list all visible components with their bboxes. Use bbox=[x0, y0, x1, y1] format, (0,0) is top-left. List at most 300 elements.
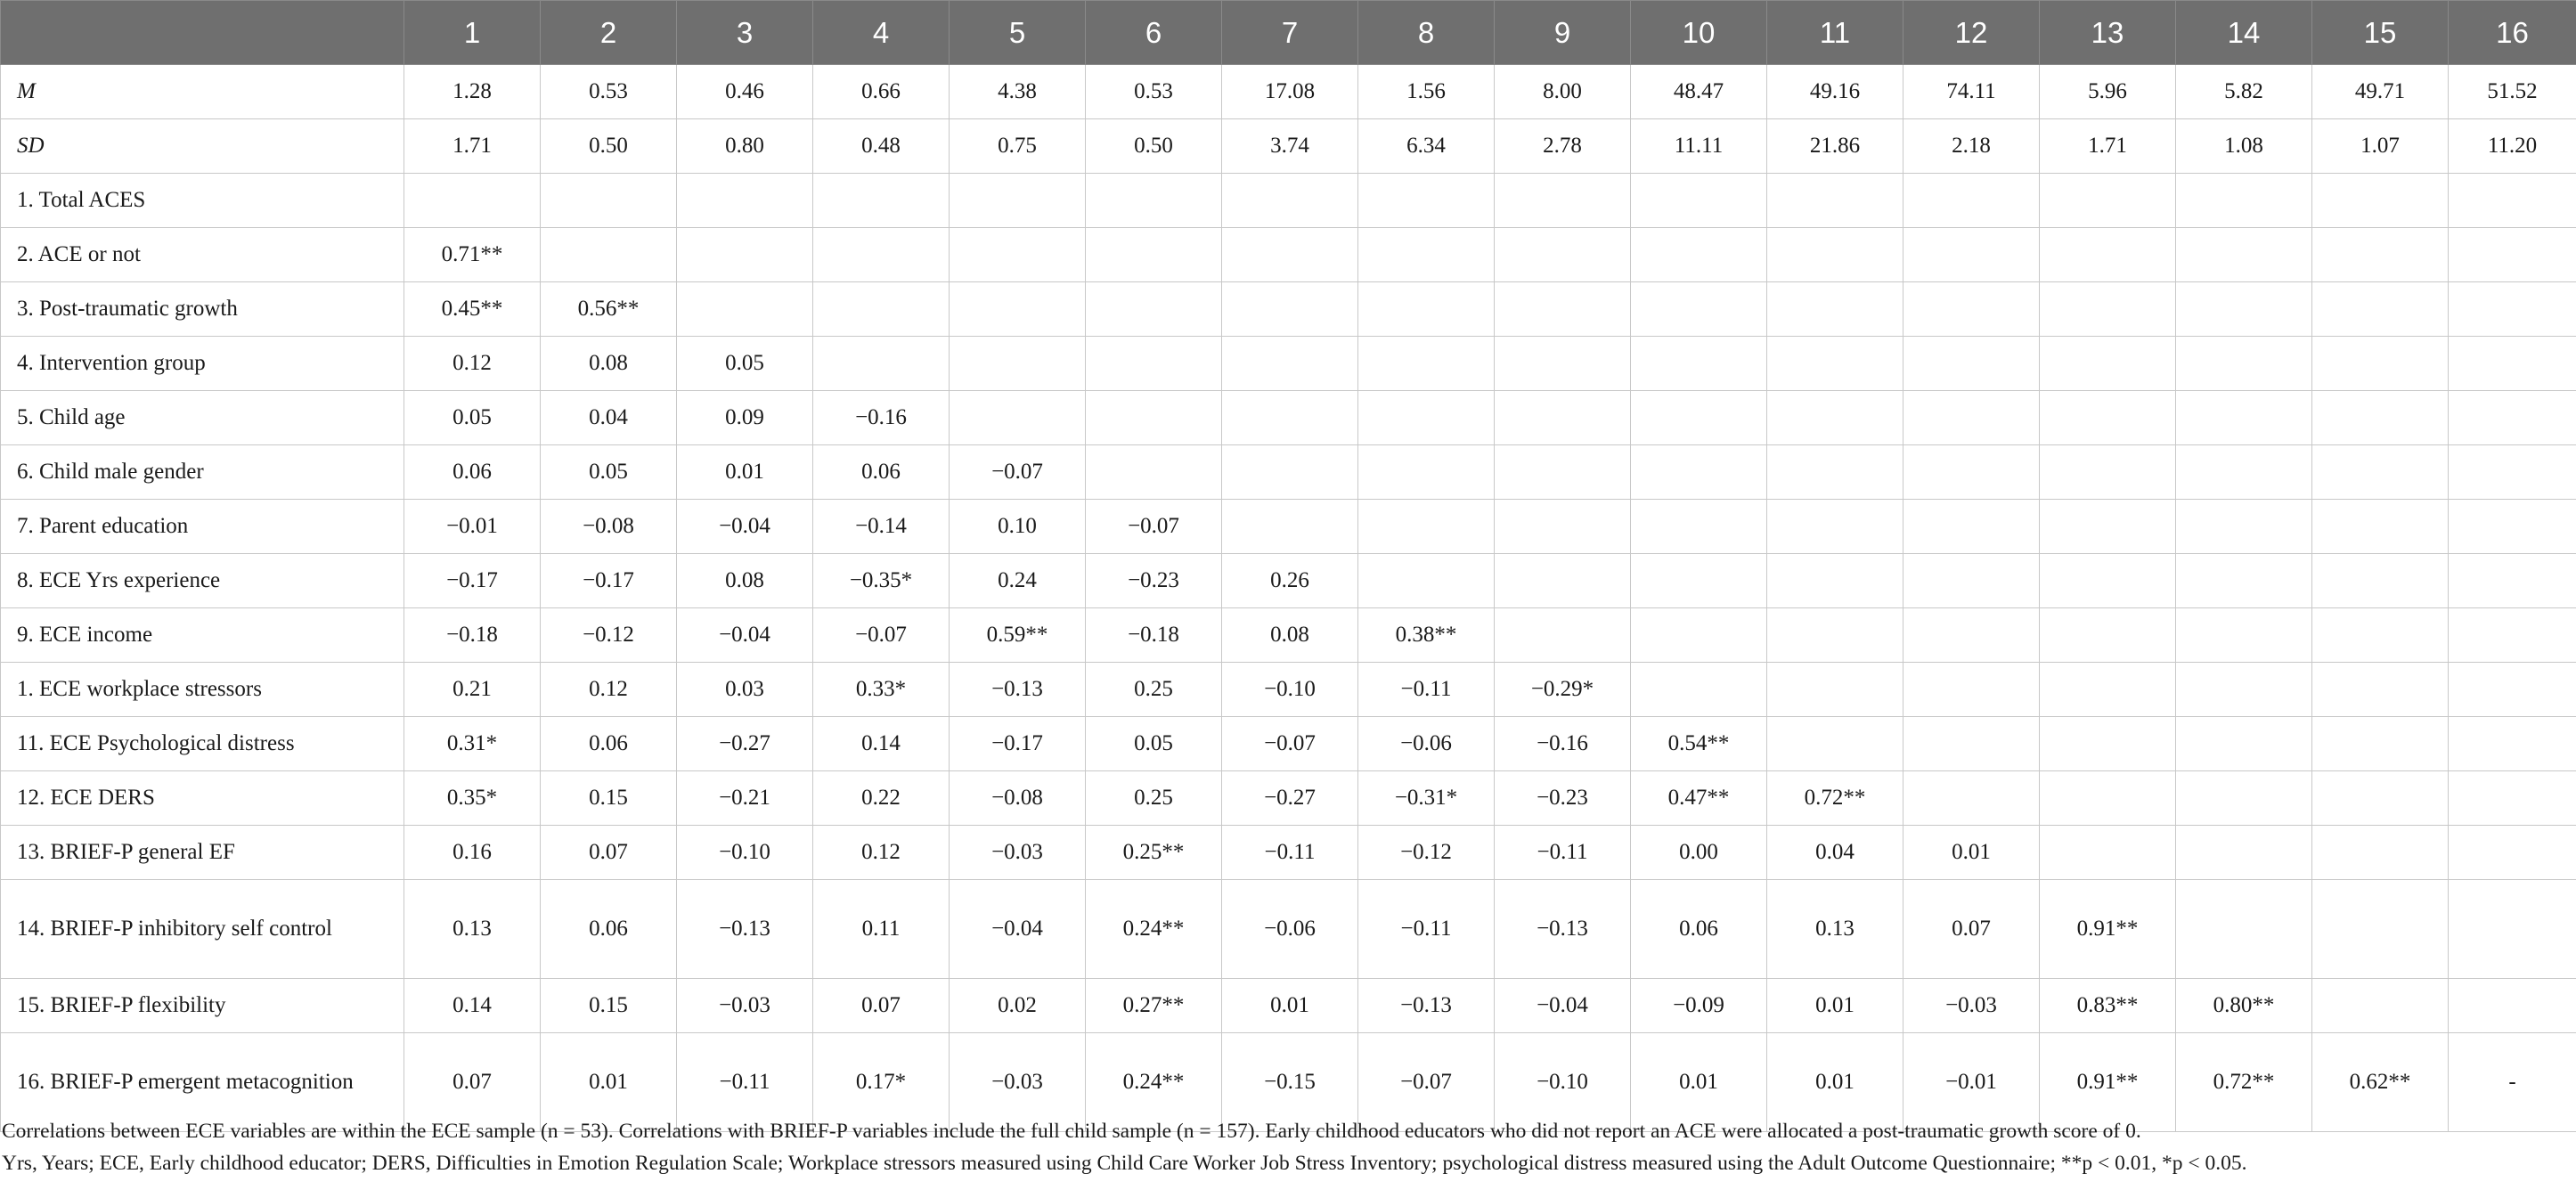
table-cell: 0.00 bbox=[1631, 826, 1767, 880]
table-cell: −0.16 bbox=[1495, 717, 1631, 771]
table-cell: 0.01 bbox=[541, 1033, 677, 1132]
table-cell: 6.34 bbox=[1358, 119, 1495, 174]
table-cell bbox=[1495, 608, 1631, 663]
table-cell bbox=[1903, 391, 2040, 445]
column-header: 5 bbox=[950, 1, 1086, 65]
table-cell: 0.22 bbox=[813, 771, 950, 826]
table-cell: −0.07 bbox=[1358, 1033, 1495, 1132]
table-cell: 2.78 bbox=[1495, 119, 1631, 174]
table-row bbox=[1, 228, 2576, 282]
column-header: 13 bbox=[2040, 1, 2176, 65]
table-cell bbox=[1222, 500, 1358, 554]
table-cell bbox=[2040, 717, 2176, 771]
table-cell: 0.53 bbox=[1086, 65, 1222, 119]
table-cell: −0.03 bbox=[1903, 979, 2040, 1033]
row-label: 9. ECE income bbox=[1, 608, 404, 663]
table-cell: - bbox=[2449, 1033, 2576, 1132]
row-label: M bbox=[1, 65, 404, 119]
table-cell bbox=[1086, 174, 1222, 228]
table-cell: −0.07 bbox=[950, 445, 1086, 500]
table-cell: −0.04 bbox=[950, 880, 1086, 979]
table-cell bbox=[1631, 608, 1767, 663]
row-label: 6. Child male gender bbox=[1, 445, 404, 500]
table-cell bbox=[2312, 337, 2449, 391]
table-cell: −0.04 bbox=[1495, 979, 1631, 1033]
table-row bbox=[1, 119, 2576, 174]
table-cell: 1.28 bbox=[404, 65, 541, 119]
table-cell: 0.21 bbox=[404, 663, 541, 717]
table-row bbox=[1, 771, 2576, 826]
table-cell bbox=[2449, 979, 2576, 1033]
footnote-line-2: Yrs, Years; ECE, Early childhood educator; DERS, Difficulties in Emotion Regulation Scale; Workplace stressors measured using Child Care Worker Job Stress Inventory; psychological distress measured using the Adult Outcome Questionnaire; **p < 0.01, *p < 0.05. bbox=[2, 1152, 2247, 1175]
table-cell bbox=[2449, 445, 2576, 500]
table-cell: 48.47 bbox=[1631, 65, 1767, 119]
table-cell bbox=[2176, 880, 2312, 979]
table-cell bbox=[2312, 500, 2449, 554]
table-cell bbox=[2312, 608, 2449, 663]
table-cell: 0.33* bbox=[813, 663, 950, 717]
table-cell: 0.01 bbox=[677, 445, 813, 500]
column-header: 9 bbox=[1495, 1, 1631, 65]
table-cell: −0.16 bbox=[813, 391, 950, 445]
table-cell bbox=[1495, 391, 1631, 445]
header-row bbox=[1, 1, 2576, 65]
table-cell: −0.10 bbox=[677, 826, 813, 880]
row-label: SD bbox=[1, 119, 404, 174]
table-cell bbox=[1358, 282, 1495, 337]
table-cell: 0.50 bbox=[541, 119, 677, 174]
table-cell: 0.12 bbox=[404, 337, 541, 391]
table-cell bbox=[1767, 174, 1903, 228]
table-cell bbox=[1903, 663, 2040, 717]
table-cell bbox=[1222, 174, 1358, 228]
table-cell bbox=[1767, 445, 1903, 500]
table-cell: −0.23 bbox=[1086, 554, 1222, 608]
table-cell: −0.07 bbox=[1222, 717, 1358, 771]
table-cell bbox=[1903, 445, 2040, 500]
table-cell bbox=[2312, 174, 2449, 228]
table-cell: 0.06 bbox=[541, 880, 677, 979]
table-cell: 21.86 bbox=[1767, 119, 1903, 174]
column-header: 10 bbox=[1631, 1, 1767, 65]
row-label: 1. Total ACES bbox=[1, 174, 404, 228]
table-cell: 0.15 bbox=[541, 771, 677, 826]
table-cell: 0.24** bbox=[1086, 880, 1222, 979]
table-cell bbox=[1358, 337, 1495, 391]
table-cell: −0.04 bbox=[677, 500, 813, 554]
table-cell bbox=[2176, 337, 2312, 391]
table-cell: 0.15 bbox=[541, 979, 677, 1033]
table-cell: 1.71 bbox=[404, 119, 541, 174]
table-cell bbox=[2449, 391, 2576, 445]
table-cell bbox=[1903, 717, 2040, 771]
table-cell: 0.09 bbox=[677, 391, 813, 445]
table-cell: 4.38 bbox=[950, 65, 1086, 119]
table-cell bbox=[2312, 391, 2449, 445]
table-cell bbox=[1631, 554, 1767, 608]
table-cell bbox=[1086, 282, 1222, 337]
table-cell bbox=[2312, 771, 2449, 826]
table-cell bbox=[1767, 663, 1903, 717]
table-cell: −0.04 bbox=[677, 608, 813, 663]
table-cell: −0.11 bbox=[1495, 826, 1631, 880]
table-cell: 1.07 bbox=[2312, 119, 2449, 174]
table-cell: 0.06 bbox=[541, 717, 677, 771]
table-cell bbox=[2176, 826, 2312, 880]
table-cell bbox=[950, 337, 1086, 391]
table-cell bbox=[2176, 228, 2312, 282]
table-cell: −0.11 bbox=[1222, 826, 1358, 880]
table-cell bbox=[2312, 554, 2449, 608]
row-label: 11. ECE Psychological distress bbox=[1, 717, 404, 771]
table-cell bbox=[2176, 500, 2312, 554]
table-cell: −0.17 bbox=[541, 554, 677, 608]
table-cell bbox=[2176, 771, 2312, 826]
table-cell bbox=[541, 228, 677, 282]
table-cell bbox=[1767, 717, 1903, 771]
table-cell bbox=[2449, 174, 2576, 228]
table-row bbox=[1, 979, 2576, 1033]
table-cell bbox=[1086, 445, 1222, 500]
table-cell: 0.72** bbox=[1767, 771, 1903, 826]
table-cell bbox=[2176, 391, 2312, 445]
table-cell: 0.38** bbox=[1358, 608, 1495, 663]
table-cell: 0.47** bbox=[1631, 771, 1767, 826]
table-cell bbox=[2449, 608, 2576, 663]
table-body bbox=[1, 65, 2576, 1132]
table-cell: 0.25 bbox=[1086, 771, 1222, 826]
row-label: 2. ACE or not bbox=[1, 228, 404, 282]
table-cell bbox=[2312, 282, 2449, 337]
table-cell bbox=[2312, 445, 2449, 500]
table-cell bbox=[677, 228, 813, 282]
table-cell: 0.07 bbox=[1903, 880, 2040, 979]
table-cell bbox=[2176, 717, 2312, 771]
table-cell bbox=[2449, 880, 2576, 979]
table-cell bbox=[1631, 500, 1767, 554]
table-cell: −0.09 bbox=[1631, 979, 1767, 1033]
table-cell: 0.06 bbox=[1631, 880, 1767, 979]
table-cell bbox=[2040, 826, 2176, 880]
table-cell bbox=[2176, 663, 2312, 717]
table-cell bbox=[1631, 391, 1767, 445]
table-cell: 2.18 bbox=[1903, 119, 2040, 174]
table-header bbox=[1, 1, 2576, 65]
table-cell: 0.01 bbox=[1767, 1033, 1903, 1132]
table-cell: 0.27** bbox=[1086, 979, 1222, 1033]
table-cell: −0.11 bbox=[677, 1033, 813, 1132]
table-cell bbox=[813, 337, 950, 391]
table-cell: 0.24 bbox=[950, 554, 1086, 608]
column-header: 16 bbox=[2449, 1, 2576, 65]
table-cell: 0.56** bbox=[541, 282, 677, 337]
table-cell: 0.04 bbox=[1767, 826, 1903, 880]
table-cell: 0.01 bbox=[1631, 1033, 1767, 1132]
table-cell: 0.26 bbox=[1222, 554, 1358, 608]
table-cell bbox=[813, 174, 950, 228]
table-footnotes bbox=[0, 1115, 2247, 1179]
table-cell: 0.91** bbox=[2040, 880, 2176, 979]
table-cell: 3.74 bbox=[1222, 119, 1358, 174]
table-cell bbox=[1358, 391, 1495, 445]
table-cell: −0.12 bbox=[1358, 826, 1495, 880]
footnote-line-1: Correlations between ECE variables are within the ECE sample (n = 53). Correlations with BRIEF-P variables include the full child sample (n = 157). Early childhood educators who did not report an ACE were allocated a post-traumatic growth score of 0. bbox=[2, 1120, 2141, 1143]
table-cell bbox=[950, 391, 1086, 445]
table-cell bbox=[1222, 391, 1358, 445]
table-cell: 0.08 bbox=[541, 337, 677, 391]
table-cell bbox=[1631, 282, 1767, 337]
table-cell: −0.10 bbox=[1495, 1033, 1631, 1132]
table-cell bbox=[2449, 500, 2576, 554]
table-cell: −0.17 bbox=[950, 717, 1086, 771]
table-cell bbox=[2040, 608, 2176, 663]
table-cell: 0.13 bbox=[404, 880, 541, 979]
table-cell: −0.17 bbox=[404, 554, 541, 608]
table-cell bbox=[1767, 391, 1903, 445]
table-cell bbox=[2040, 771, 2176, 826]
table-cell bbox=[1495, 228, 1631, 282]
table-cell bbox=[950, 228, 1086, 282]
column-header: 12 bbox=[1903, 1, 2040, 65]
table-cell bbox=[1495, 282, 1631, 337]
table-cell: 0.46 bbox=[677, 65, 813, 119]
table-cell: 0.35* bbox=[404, 771, 541, 826]
table-cell bbox=[1767, 554, 1903, 608]
table-cell: −0.01 bbox=[1903, 1033, 2040, 1132]
table-cell: 0.07 bbox=[404, 1033, 541, 1132]
table-cell: 0.71** bbox=[404, 228, 541, 282]
table-cell bbox=[2040, 282, 2176, 337]
table-cell: −0.06 bbox=[1222, 880, 1358, 979]
table-cell: 0.11 bbox=[813, 880, 950, 979]
table-cell: 0.45** bbox=[404, 282, 541, 337]
table-cell: 5.82 bbox=[2176, 65, 2312, 119]
table-cell bbox=[1495, 554, 1631, 608]
table-cell bbox=[1086, 337, 1222, 391]
table-cell bbox=[1358, 554, 1495, 608]
table-cell bbox=[2040, 554, 2176, 608]
table-cell: −0.35* bbox=[813, 554, 950, 608]
table-cell: 1.08 bbox=[2176, 119, 2312, 174]
table-cell: −0.07 bbox=[1086, 500, 1222, 554]
table-cell bbox=[1767, 228, 1903, 282]
row-label: 12. ECE DERS bbox=[1, 771, 404, 826]
column-header: 15 bbox=[2312, 1, 2449, 65]
table-cell bbox=[1903, 771, 2040, 826]
table-cell: 51.52 bbox=[2449, 65, 2576, 119]
table-cell bbox=[1358, 500, 1495, 554]
table-cell bbox=[2449, 337, 2576, 391]
table-cell: 0.08 bbox=[677, 554, 813, 608]
column-header: 1 bbox=[404, 1, 541, 65]
table-cell: −0.06 bbox=[1358, 717, 1495, 771]
header-corner-cell bbox=[1, 1, 404, 65]
table-cell bbox=[1903, 228, 2040, 282]
table-cell bbox=[950, 282, 1086, 337]
table-cell bbox=[1222, 282, 1358, 337]
table-cell bbox=[950, 174, 1086, 228]
table-cell bbox=[1631, 445, 1767, 500]
table-cell bbox=[2040, 174, 2176, 228]
table-cell: 49.71 bbox=[2312, 65, 2449, 119]
table-cell: 17.08 bbox=[1222, 65, 1358, 119]
table-cell: 11.11 bbox=[1631, 119, 1767, 174]
table-cell: 0.05 bbox=[1086, 717, 1222, 771]
table-cell: 0.10 bbox=[950, 500, 1086, 554]
table-row bbox=[1, 174, 2576, 228]
table-cell bbox=[1631, 663, 1767, 717]
table-cell: 0.91** bbox=[2040, 1033, 2176, 1132]
table-cell: 0.53 bbox=[541, 65, 677, 119]
table-cell: 0.03 bbox=[677, 663, 813, 717]
row-label: 13. BRIEF-P general EF bbox=[1, 826, 404, 880]
table-row bbox=[1, 880, 2576, 979]
table-row bbox=[1, 337, 2576, 391]
table-cell bbox=[2312, 979, 2449, 1033]
table-cell bbox=[813, 228, 950, 282]
table-cell: 0.12 bbox=[813, 826, 950, 880]
table-cell: −0.01 bbox=[404, 500, 541, 554]
table-cell: −0.21 bbox=[677, 771, 813, 826]
column-header: 7 bbox=[1222, 1, 1358, 65]
table-cell bbox=[2449, 663, 2576, 717]
table-cell: −0.03 bbox=[950, 826, 1086, 880]
row-label: 7. Parent education bbox=[1, 500, 404, 554]
table-cell: 0.80** bbox=[2176, 979, 2312, 1033]
table-cell bbox=[1358, 228, 1495, 282]
table-cell: 0.14 bbox=[813, 717, 950, 771]
table-cell bbox=[1767, 282, 1903, 337]
table-cell: −0.18 bbox=[1086, 608, 1222, 663]
row-label: 14. BRIEF-P inhibitory self control bbox=[1, 880, 404, 979]
table-cell bbox=[1903, 608, 2040, 663]
table-cell bbox=[1903, 174, 2040, 228]
table-cell: 0.66 bbox=[813, 65, 950, 119]
table-cell bbox=[2449, 717, 2576, 771]
table-cell bbox=[1903, 337, 2040, 391]
table-cell: 0.14 bbox=[404, 979, 541, 1033]
table-cell bbox=[2312, 228, 2449, 282]
table-cell bbox=[1631, 228, 1767, 282]
table-row bbox=[1, 608, 2576, 663]
table-cell bbox=[2312, 826, 2449, 880]
table-cell bbox=[2040, 445, 2176, 500]
table-cell: 0.72** bbox=[2176, 1033, 2312, 1132]
table-cell: 0.06 bbox=[813, 445, 950, 500]
table-row bbox=[1, 65, 2576, 119]
row-label: 1. ECE workplace stressors bbox=[1, 663, 404, 717]
column-header: 6 bbox=[1086, 1, 1222, 65]
table-cell bbox=[1495, 500, 1631, 554]
table-cell bbox=[2176, 554, 2312, 608]
table-row bbox=[1, 826, 2576, 880]
table-row bbox=[1, 500, 2576, 554]
table-cell: 8.00 bbox=[1495, 65, 1631, 119]
table-cell: 0.24** bbox=[1086, 1033, 1222, 1132]
table-cell bbox=[2040, 663, 2176, 717]
table-cell bbox=[1086, 391, 1222, 445]
column-header: 11 bbox=[1767, 1, 1903, 65]
table-cell bbox=[1631, 337, 1767, 391]
table-cell: 0.01 bbox=[1767, 979, 1903, 1033]
table-cell: −0.15 bbox=[1222, 1033, 1358, 1132]
column-header: 2 bbox=[541, 1, 677, 65]
table-cell bbox=[404, 174, 541, 228]
table-cell: −0.13 bbox=[677, 880, 813, 979]
table-cell: 0.83** bbox=[2040, 979, 2176, 1033]
table-cell: 1.71 bbox=[2040, 119, 2176, 174]
table-cell bbox=[677, 282, 813, 337]
table-cell: 0.48 bbox=[813, 119, 950, 174]
table-cell: −0.27 bbox=[1222, 771, 1358, 826]
table-cell: 0.59** bbox=[950, 608, 1086, 663]
table-cell: 0.07 bbox=[813, 979, 950, 1033]
table-row bbox=[1, 663, 2576, 717]
table-cell bbox=[1767, 337, 1903, 391]
table-row bbox=[1, 391, 2576, 445]
table-cell: 0.80 bbox=[677, 119, 813, 174]
table-cell bbox=[2176, 608, 2312, 663]
table-cell bbox=[2040, 337, 2176, 391]
column-header: 14 bbox=[2176, 1, 2312, 65]
table-cell bbox=[2312, 880, 2449, 979]
column-header: 4 bbox=[813, 1, 950, 65]
row-label: 3. Post-traumatic growth bbox=[1, 282, 404, 337]
table-cell bbox=[2449, 826, 2576, 880]
row-label: 5. Child age bbox=[1, 391, 404, 445]
table-cell: 0.13 bbox=[1767, 880, 1903, 979]
table-cell: −0.07 bbox=[813, 608, 950, 663]
table-cell bbox=[2449, 282, 2576, 337]
table-cell bbox=[1086, 228, 1222, 282]
table-row bbox=[1, 445, 2576, 500]
table-cell bbox=[1222, 337, 1358, 391]
table-cell: −0.11 bbox=[1358, 663, 1495, 717]
table-cell bbox=[2040, 391, 2176, 445]
table-cell: −0.31* bbox=[1358, 771, 1495, 826]
table-row bbox=[1, 717, 2576, 771]
table-cell bbox=[1767, 608, 1903, 663]
table-cell bbox=[1222, 228, 1358, 282]
table-cell bbox=[541, 174, 677, 228]
table-cell: 0.17* bbox=[813, 1033, 950, 1132]
table-row bbox=[1, 282, 2576, 337]
table-cell: 0.04 bbox=[541, 391, 677, 445]
table-cell: −0.11 bbox=[1358, 880, 1495, 979]
table-cell bbox=[2312, 717, 2449, 771]
table-cell bbox=[813, 282, 950, 337]
table-cell bbox=[1903, 282, 2040, 337]
table-cell: 0.08 bbox=[1222, 608, 1358, 663]
row-label: 8. ECE Yrs experience bbox=[1, 554, 404, 608]
table-cell bbox=[1358, 445, 1495, 500]
table-cell: −0.12 bbox=[541, 608, 677, 663]
table-cell: −0.08 bbox=[950, 771, 1086, 826]
table-cell bbox=[1495, 445, 1631, 500]
table-cell: 74.11 bbox=[1903, 65, 2040, 119]
row-label: 15. BRIEF-P flexibility bbox=[1, 979, 404, 1033]
table-cell: −0.29* bbox=[1495, 663, 1631, 717]
table-cell: −0.13 bbox=[1495, 880, 1631, 979]
table-cell: −0.08 bbox=[541, 500, 677, 554]
table-cell: 1.56 bbox=[1358, 65, 1495, 119]
table-cell: −0.13 bbox=[1358, 979, 1495, 1033]
table-cell bbox=[1631, 174, 1767, 228]
column-header: 8 bbox=[1358, 1, 1495, 65]
table-cell: −0.23 bbox=[1495, 771, 1631, 826]
table-cell: 0.06 bbox=[404, 445, 541, 500]
table-cell: 0.62** bbox=[2312, 1033, 2449, 1132]
